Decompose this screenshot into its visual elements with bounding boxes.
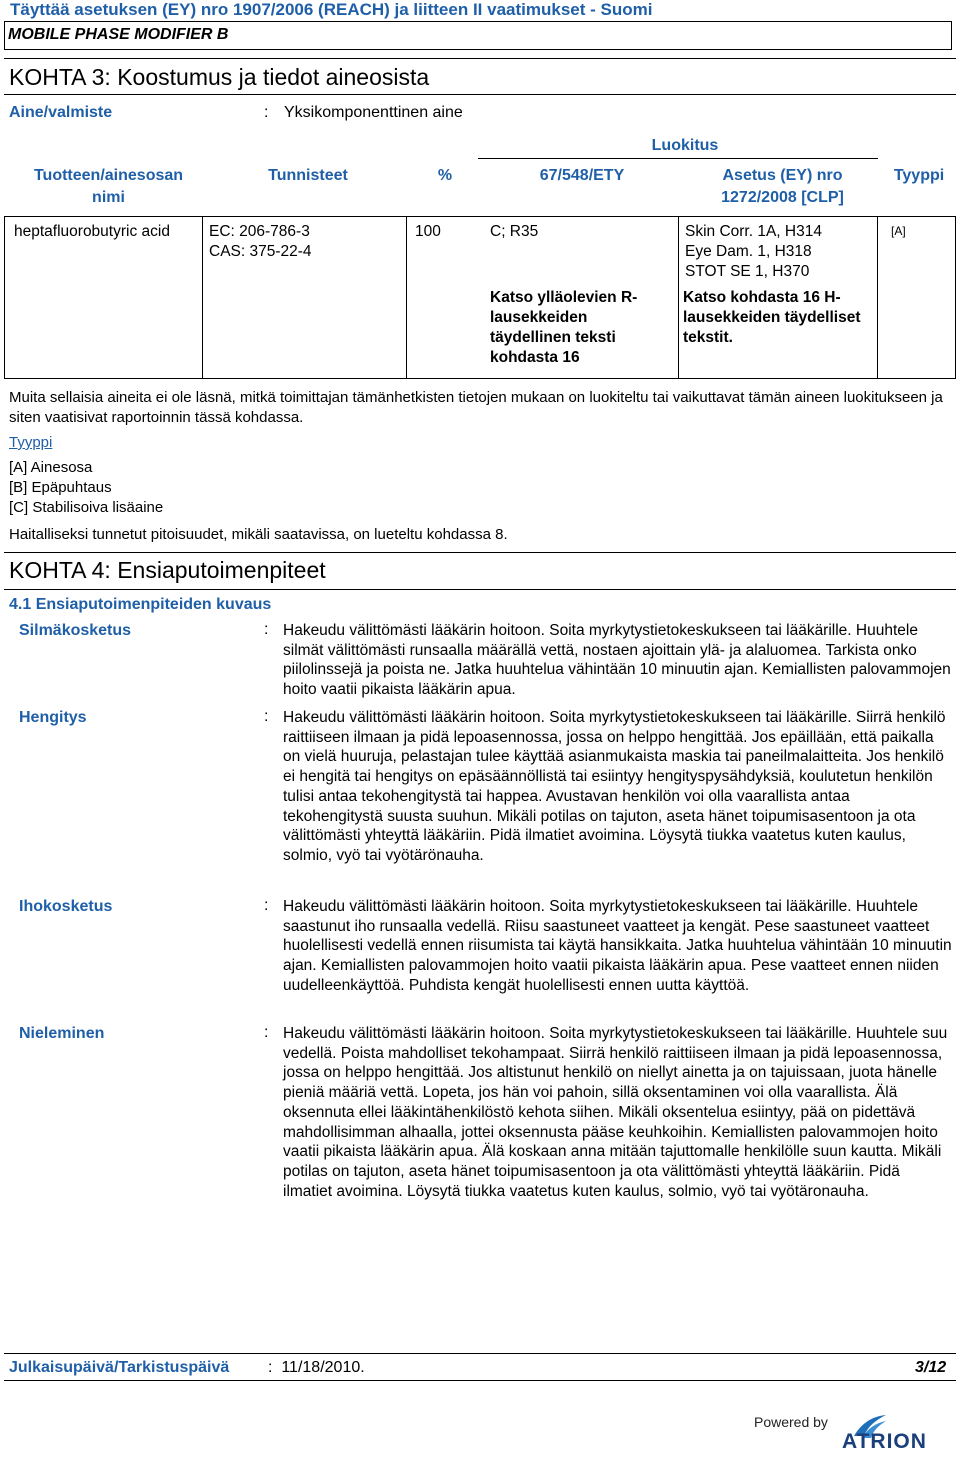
col-header-ids: Tunnisteet <box>268 167 348 184</box>
table-border-2 <box>406 216 407 379</box>
classification-header: Luokitus <box>651 137 719 154</box>
col-header-clp: Asetus (EY) nro 1272/2008 [CLP] <box>721 167 844 206</box>
atrion-brand-text: ATRION <box>842 1430 927 1453</box>
atrion-logo <box>752 1410 957 1456</box>
type-c: [C] Stabilisoiva lisäaine <box>9 499 164 516</box>
type-heading: Tyyppi <box>9 434 53 451</box>
cell-cas-number: CAS: 375-22-4 <box>209 243 312 260</box>
cell-clp-2: Eye Dam. 1, H318 <box>685 243 812 260</box>
col-header-type: Tyyppi <box>893 167 945 184</box>
section4-bottom-rule <box>4 589 956 590</box>
table-border-3 <box>678 216 679 379</box>
table-border-4 <box>877 216 878 379</box>
first-aid-inhalation-colon: : <box>264 708 269 725</box>
first-aid-eye-text: Hakeudu välittömästi lääkärin hoitoon. Soita myrkytystietokeskukseen tai lääkärille. Huuhtele silmät välittömästi runsaalla määrällä vettä, nostaen ajoittain ylä- ja alaluomea. Tarkista onko piilolinssejä ja poista ne. Jatka huuhtelua vähintään 10 minuutin ajan. Kemiallisten palovammojen hoito vaatii pikaista lääkärin apua. <box>283 622 951 699</box>
footer-date: 11/18/2010. <box>281 1359 365 1376</box>
powered-by-text: Powered by <box>754 1414 828 1430</box>
cell-type: [A] <box>891 224 906 238</box>
page-number: 3/12 <box>915 1359 947 1376</box>
substance-label: Aine/valmiste <box>9 104 113 121</box>
table-header-rule <box>4 216 956 217</box>
substance-value: Yksikomponenttinen aine <box>284 104 463 121</box>
section4-top-rule <box>4 552 956 553</box>
cell-clp-1: Skin Corr. 1A, H314 <box>685 223 822 240</box>
cell-directive-class: C; R35 <box>490 223 539 240</box>
section4-subtitle: 4.1 Ensiaputoimenpiteiden kuvaus <box>9 596 272 613</box>
table-bottom-rule <box>4 378 956 379</box>
product-name: MOBILE PHASE MODIFIER B <box>8 26 229 43</box>
first-aid-skin-text: Hakeudu välittömästi lääkärin hoitoon. Soita myrkytystietokeskukseen tai lääkärille. Huuhtele saastunut iho runsaalla vedellä. Riisu saastuneet vaatteet ja kengät. Pese saastuneet vaatteet huolellisesti vedellä ennen riisumista tai käytä hansikkaita. Jatka huuhtelua vähintään 10 minuutin ajan. Kemiallisten palovammojen hoito vaatii pikaista lääkärin apua. Pese vaatteet ennen niiden uudelleenkäyttöä. Puhdista kengät huolellisesti ennen uutta käyttöä. <box>283 898 952 994</box>
first-aid-inhalation-label: Hengitys <box>19 709 87 726</box>
footer-bottom-rule <box>4 1380 956 1381</box>
section3-bottom-rule <box>4 94 956 95</box>
section4-title: KOHTA 4: Ensiaputoimenpiteet <box>9 557 326 583</box>
footer-date-label: Julkaisupäivä/Tarkistuspäivä <box>9 1359 230 1376</box>
substance-colon: : <box>264 104 269 121</box>
first-aid-ingestion-colon: : <box>264 1024 269 1041</box>
cell-clp-3: STOT SE 1, H370 <box>685 263 810 280</box>
table-border-left <box>4 216 5 379</box>
type-a: [A] Ainesosa <box>9 459 93 476</box>
col-header-name: Tuotteen/ainesosan nimi <box>33 167 184 206</box>
first-aid-skin-colon: : <box>264 897 269 914</box>
section3-note2: Haitalliseksi tunnetut pitoisuudet, mikäli saatavissa, on lueteltu kohdassa 8. <box>9 526 508 543</box>
footer-top-rule <box>4 1353 956 1354</box>
cell-substance-name: heptafluorobutyric acid <box>14 223 170 240</box>
type-b: [B] Epäpuhtaus <box>9 479 112 496</box>
table-border-right <box>955 216 956 379</box>
col-header-percent: % <box>437 167 453 184</box>
footer-date-value <box>268 1359 365 1377</box>
first-aid-inhalation-text: Hakeudu välittömästi lääkärin hoitoon. Soita myrkytystietokeskukseen tai lääkärille. Siirrä henkilö raittiiseen ilmaan ja pidä lepoasennossa, jossa on helppo hengittää. Jos epäillään, että paikalla on vielä huuruja, pelastajan tulee käyttää asianmukaista maskia tai paneilmalaitteita. Jos henkilö ei hengitä tai hengitys on epäsäännöllistä tai esiintyy hengityspysähdyksiä, koulutetun henkilön tulisi antaa tekohengitystä tai happea. Avustavan henkilön voi olla vaarallista antaa tekohengitystä suusta suuhun. Mikäli potilas on tajuton, aseta hänet toipumisasentoon ja ota välittömästi yhteyttä lääkäriin. Pidä ilmatiet avoimina. Löysytä tiukka vaatetus kuten kaulus, solmio, vyö tai vyötärönauha. <box>283 709 946 864</box>
footer-colon: : <box>268 1359 273 1376</box>
section3-note1: Muita sellaisia aineita ei ole läsnä, mitkä toimittajan tämänhetkisten tietojen mukaan on luokiteltu tai vaikuttavat tämän aineen luokitukseen ja siten vaatisivat raportoinnin tässä kohdassa. <box>9 389 943 426</box>
classification-rule <box>478 158 878 159</box>
first-aid-skin-label: Ihokosketus <box>19 898 113 915</box>
table-border-1 <box>202 216 203 379</box>
first-aid-eye-label: Silmäkosketus <box>19 622 132 639</box>
first-aid-ingestion-text: Hakeudu välittömästi lääkärin hoitoon. Soita myrkytystietokeskukseen tai lääkärille. Huuhtele suu vedellä. Poista mahdolliset tekohampaat. Siirrä henkilö raittiiseen ilmaan ja pidä lepoasennossa, jossa on helppo hengittää. Jos altistunut henkilö on niellyt ainetta ja on tajuissaan, juota hänelle pieniä määriä vettä. Lopeta, jos hän voi pahoin, sillä oksentaminen voi olla vaarallista. Älä oksennuta ellei lääkintähenkilöstö kehota siihen. Mikäli oksentelua esiintyy, pää on pidettävä mahdollisimman alhaalla, jottei oksennusta pääse keuhkoihin. Kemiallisten palovammojen hoito vaatii pikaista lääkärin apua. Älä koskaan anna mitään tajuttomalle henkilölle suun kautta. Mikäli potilas on tajuton, aseta hänet toipumisasentoon ja ota välittömästi yhteyttä lääkäriin. Pidä ilmatiet avoimina. Löysytä tiukka vaatetus kuten kaulus, solmio, vyö tai vyötäronauha. <box>283 1025 948 1200</box>
first-aid-eye-colon: : <box>264 621 269 638</box>
cell-percent: 100 <box>415 223 441 240</box>
cell-directive-note: Katso ylläolevien R-lausekkeiden täydellinen teksti kohdasta 16 <box>490 289 638 366</box>
first-aid-ingestion-label: Nieleminen <box>19 1025 105 1042</box>
section3-top-rule <box>4 58 956 59</box>
section3-title: KOHTA 3: Koostumus ja tiedot aineosista <box>9 64 430 90</box>
regulation-title: Täyttää asetuksen (EY) nro 1907/2006 (REACH) ja liitteen II vaatimukset - Suomi <box>10 0 653 19</box>
cell-ec-number: EC: 206-786-3 <box>209 223 310 240</box>
cell-clp-note: Katso kohdasta 16 H-lausekkeiden täydelliset tekstit. <box>683 289 861 346</box>
col-header-directive: 67/548/ETY <box>539 167 625 184</box>
